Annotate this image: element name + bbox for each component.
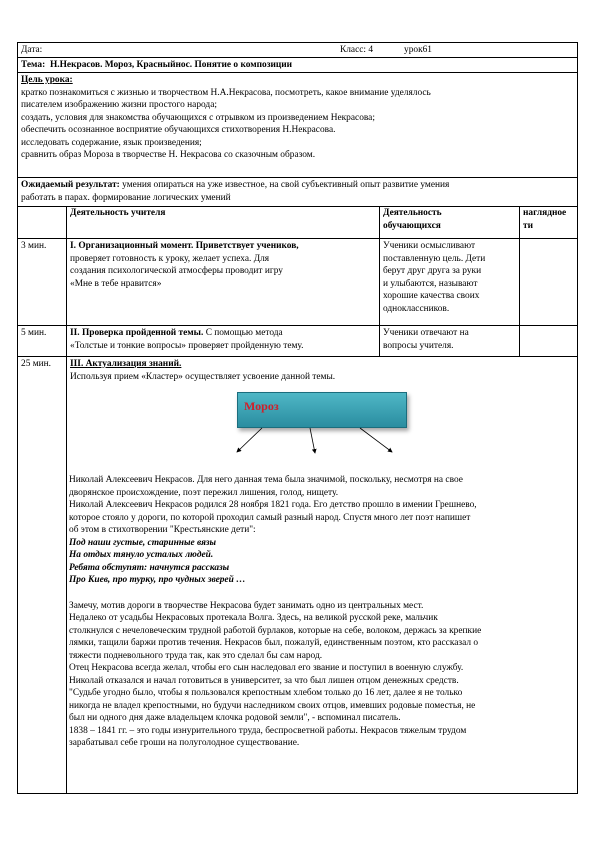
poem-line: Под наши густые, старинные вязы [69,537,217,548]
col-header-visual-2: ти [523,220,534,231]
students-activity: поставленную цель. Дети [383,253,486,264]
expected-result-row [17,177,578,207]
students-activity: и улыбаются, называют [383,278,478,289]
expected-label: Ожидаемый результат: [21,180,120,190]
poem-line: Про Киев, про турку, про чудных зверей … [69,575,246,585]
paragraph-line: "Судьбе угодно было, чтобы я пользовался крепостным хлебом только до 16 лет, далее я не только [69,688,463,698]
stage-intro: Используя прием «Кластер» осуществляет усвоение данной темы. [70,371,336,382]
goal-line: обеспечить осознанное восприятие обучающихся стихотворения Н.Некрасова. [21,125,336,135]
table-row [17,239,578,326]
students-activity: берут друг друга за руки [383,266,482,276]
paragraph-line: Николай Алексеевич Некрасов. Для него данная тема была значимой, поскольку, несмотря на свое [69,475,463,485]
paragraph-line: столкнулся с нечеловеческим трудной работой бурлаков, которые на себе, волоком, держась за крепкие [69,625,482,636]
stage-time: 25 мин. [21,359,52,369]
topic-text: Н.Некрасов. Мороз, Красныйнос. Понятие о композиции [50,60,293,70]
col-header-visual: наглядное [523,208,567,218]
visual-cell [519,239,577,325]
paragraph-line: Николай Алексеевич Некрасов родился 28 ноября 1821 года. Его детство прошло в имении Грешнево, [69,500,477,510]
goal-label: Цель урока: [21,75,73,85]
stage-time: 3 мин. [21,241,47,251]
col-header-students: Деятельность [383,208,442,218]
paragraph-line: Николай отказался и начал готовиться в университет, за что был лишен отцом денежных средств. [69,675,459,686]
goal-line: исследовать содержание, язык произведения; [21,137,202,148]
paragraph-line: об этом в стихотворении "Крестьянские дети": [69,525,256,535]
stage-title: III. Актуализация знаний. [70,359,182,369]
paragraph-line: которое стояло у дороги, по которой проходил самый разный народ. Спустя много лет поэт напишет [69,512,471,523]
table-header-row [17,206,578,239]
paragraph-line: тяжести подневольного труда так, как это сделал бы сам народ. [69,650,323,661]
paragraph-line: лямки, тащили баржи против течения. Некрасов был, пожалуй, единственным поэтом, кто рассказал о [69,638,479,648]
stage-text: «Толстые и тонкие вопросы» проверяет пройденную тему. [70,340,304,351]
students-activity: Ученики отвечают на [383,328,469,338]
stage-title: I. Организационный момент. Приветствует учеников, [70,241,299,251]
header-row [17,42,578,58]
goal-line: создать, условия для знакомства обучающихся с отрывком из произведением Некрасова; [21,112,375,123]
students-activity: вопросы учителя. [383,340,454,351]
lesson-number: урок61 [404,45,432,55]
students-activity: Ученики осмысливают [383,241,476,251]
students-activity: хорошие качества своих [383,291,480,301]
paragraph-line: был ни одного дня даже владельцем клочка родовой земли", - вспоминал писатель. [69,713,401,723]
students-activity: одноклассников. [383,303,450,314]
biography-text [69,474,574,750]
paragraph-line: дворянское происхождение, поэт пережил лишения, голод, нищету. [69,487,339,498]
stage-text: создания психологической атмосферы проводит игру [70,266,283,276]
stage-title: II. Проверка пройденной темы. [70,328,204,338]
table-row [17,326,578,357]
col-header-students-2: обучающихся [383,220,441,231]
paragraph-line: Недалеко от усадьбы Некрасовых протекала Волга. Здесь, на великой русской реке, мальчик [69,613,438,623]
expected-text-line2: работать в парах. формирование логических умений [21,192,231,203]
visual-cell [519,326,577,356]
goal-line: писателем изображению жизни простого народа; [21,100,217,110]
stage-time: 5 мин. [21,328,47,338]
goal-row [17,72,578,178]
topic-label: Тема: [21,60,46,70]
paragraph-line: никогда не владел крепостными, но будучи наследником своих отцов, имевших родовые поместья, не [69,700,476,711]
stage-text: проверяет готовность к уроку, желает успеха. Для [70,253,270,264]
paragraph-line: зарабатывал себе гроши на полуголодное существование. [69,738,300,748]
cluster-label: Мороз [244,399,279,413]
goal-line: кратко познакомиться с жизнью и творчеством Н.А.Некрасова, посмотреть, какое внимание уделялось [21,87,431,98]
paragraph-line: Замечу, мотив дороги в творчестве Некрасова будет занимать одно из центральных мест. [69,600,424,611]
paragraph-line: Отец Некрасова всегда желал, чтобы его сын наследовал его звание и поступил в военную службу. [69,663,464,673]
paragraph-line: 1838 – 1841 гг. – это годы изнурительного труда, беспросветной работы. Некрасов тяжелым трудом [69,725,467,736]
goal-line: сравнить образ Мороза в творчестве Н. Некрасова со сказочным образом. [21,150,316,160]
topic-row [17,57,578,73]
expected-text: умения опираться на уже известное, на свой субъективный опыт развитие умения [119,180,450,190]
date-label: Дата: [21,45,43,55]
class-label: Класс: 4 [340,45,374,55]
stage-text: «Мне в тебе нравится» [70,278,162,289]
poem-line: На отдых тянуло усталых людей. [69,550,214,560]
col-header-teacher: Деятельность учителя [70,208,166,218]
poem-line: Ребята обступят: начнутся рассказы [69,562,230,573]
cluster-node [237,392,407,428]
stage-title-rest: С помощью метода [203,328,283,338]
